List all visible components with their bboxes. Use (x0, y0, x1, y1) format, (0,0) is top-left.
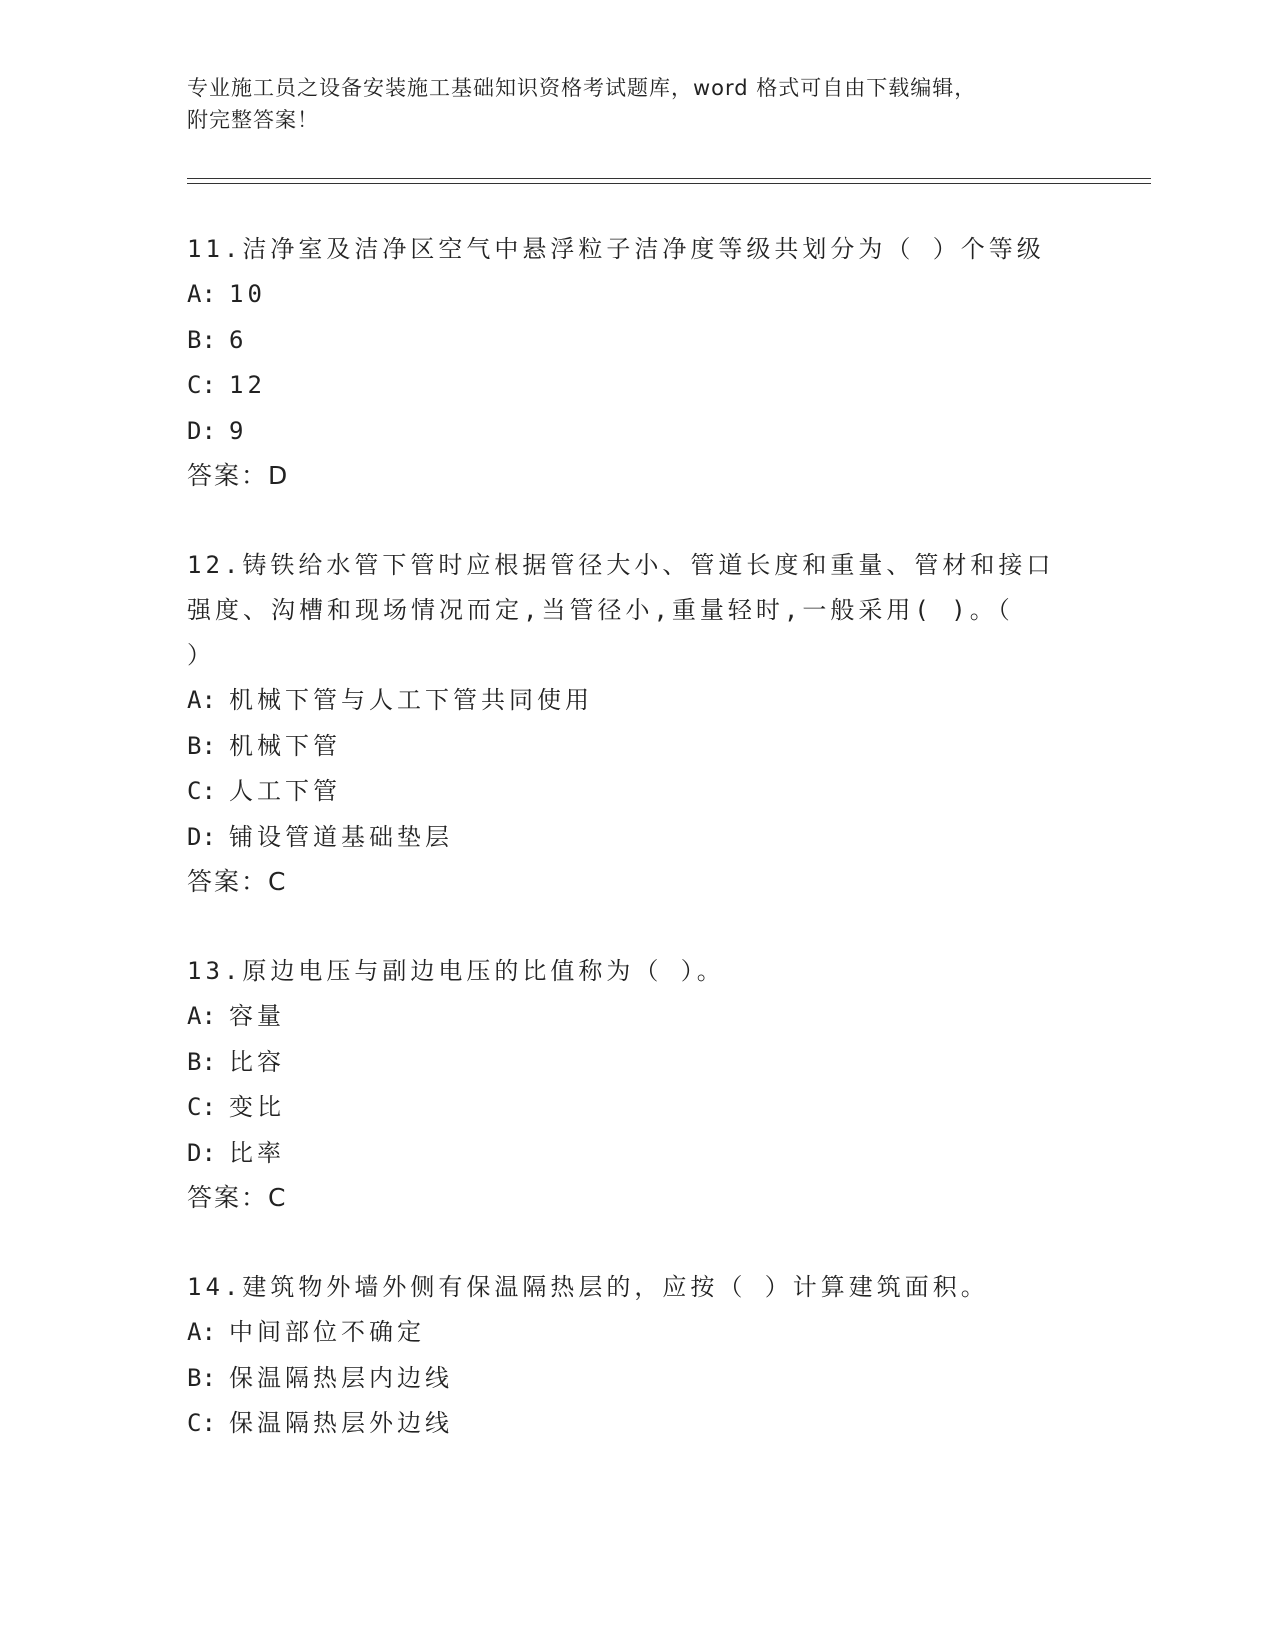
document-header (187, 72, 1087, 136)
answer-value: D (268, 461, 290, 490)
option-key: C: (187, 1409, 216, 1437)
header-line-1: 专业施工员之设备安装施工基础知识资格考试题库，word 格式可自由下载编辑， (187, 76, 977, 100)
answer-label: 答案： (187, 1183, 269, 1212)
option-a (187, 994, 1087, 1040)
option-value: 比容 (229, 1047, 285, 1076)
option-value: 12 (229, 371, 266, 399)
question-text-continued: ） (187, 641, 215, 669)
question-13 (187, 949, 1087, 1220)
option-key: B: (187, 325, 216, 354)
option-key: A: (187, 280, 216, 308)
option-d (187, 1131, 1087, 1177)
question-number: 12. (187, 551, 243, 579)
question-12 (187, 543, 1087, 904)
answer-value: C (268, 867, 288, 896)
question-text (187, 949, 1087, 994)
option-key: A: (187, 686, 216, 714)
option-value: 容量 (229, 1002, 285, 1030)
question-text-line: 原边电压与副边电压的比值称为（ ）。 (242, 957, 725, 985)
question-11 (187, 227, 1087, 498)
option-d (187, 815, 1087, 861)
option-value: 变比 (229, 1093, 285, 1121)
option-value: 保温隔热层内边线 (229, 1363, 453, 1392)
option-key: B: (187, 1363, 216, 1392)
option-value: 10 (229, 280, 266, 308)
answer-label: 答案： (187, 867, 269, 896)
option-c (187, 363, 1087, 409)
option-value: 机械下管 (229, 731, 341, 760)
question-text-line: 洁净室及洁净区空气中悬浮粒子洁净度等级共划分为（ ）个等级 (242, 235, 1045, 263)
option-b (187, 318, 1087, 364)
answer (187, 454, 1087, 498)
option-key: B: (187, 731, 216, 760)
option-value: 6 (229, 325, 248, 354)
question-number: 14. (187, 1273, 243, 1301)
option-c (187, 1085, 1087, 1131)
header-line-2: 附完整答案！ (187, 108, 319, 132)
option-key: A: (187, 1002, 216, 1030)
answer (187, 1176, 1087, 1220)
option-b (187, 1040, 1087, 1086)
option-value: 9 (229, 416, 248, 445)
option-value: 人工下管 (229, 777, 341, 805)
option-d (187, 409, 1087, 455)
option-b (187, 1356, 1087, 1402)
option-c (187, 769, 1087, 815)
option-value: 比率 (229, 1138, 285, 1167)
answer-label: 答案： (187, 461, 269, 490)
question-text-line: 建筑物外墙外侧有保温隔热层的，应按（ ）计算建筑面积。 (242, 1273, 989, 1301)
answer (187, 860, 1087, 904)
question-text (187, 1265, 1087, 1310)
question-text (187, 227, 1087, 272)
option-value: 保温隔热层外边线 (229, 1409, 453, 1437)
option-key: D: (187, 1138, 216, 1167)
option-key: B: (187, 1047, 216, 1076)
option-value: 机械下管与人工下管共同使用 (229, 686, 593, 714)
option-key: A: (187, 1318, 216, 1346)
answer-value: C (268, 1183, 288, 1212)
header-divider-top (187, 178, 1151, 179)
option-b (187, 724, 1087, 770)
option-a (187, 272, 1087, 318)
question-14 (187, 1265, 1087, 1447)
option-value: 铺设管道基础垫层 (229, 822, 453, 851)
question-text-continued: 强度、沟槽和现场情况而定,当管径小,重量轻时,一般采用( )。（ (187, 596, 1014, 624)
question-number: 13. (187, 957, 243, 985)
question-text (187, 543, 1087, 588)
option-a (187, 1310, 1087, 1356)
header-divider-bottom (187, 183, 1151, 184)
question-list (187, 227, 1087, 1492)
question-text-line: 铸铁给水管下管时应根据管径大小、管道长度和重量、管材和接口 (242, 551, 1055, 579)
option-key: D: (187, 416, 216, 445)
option-key: C: (187, 371, 216, 399)
option-c (187, 1401, 1087, 1447)
option-key: D: (187, 822, 216, 851)
question-number: 11. (187, 235, 243, 263)
option-value: 中间部位不确定 (229, 1318, 425, 1346)
option-key: C: (187, 777, 216, 805)
option-key: C: (187, 1093, 216, 1121)
option-a (187, 678, 1087, 724)
